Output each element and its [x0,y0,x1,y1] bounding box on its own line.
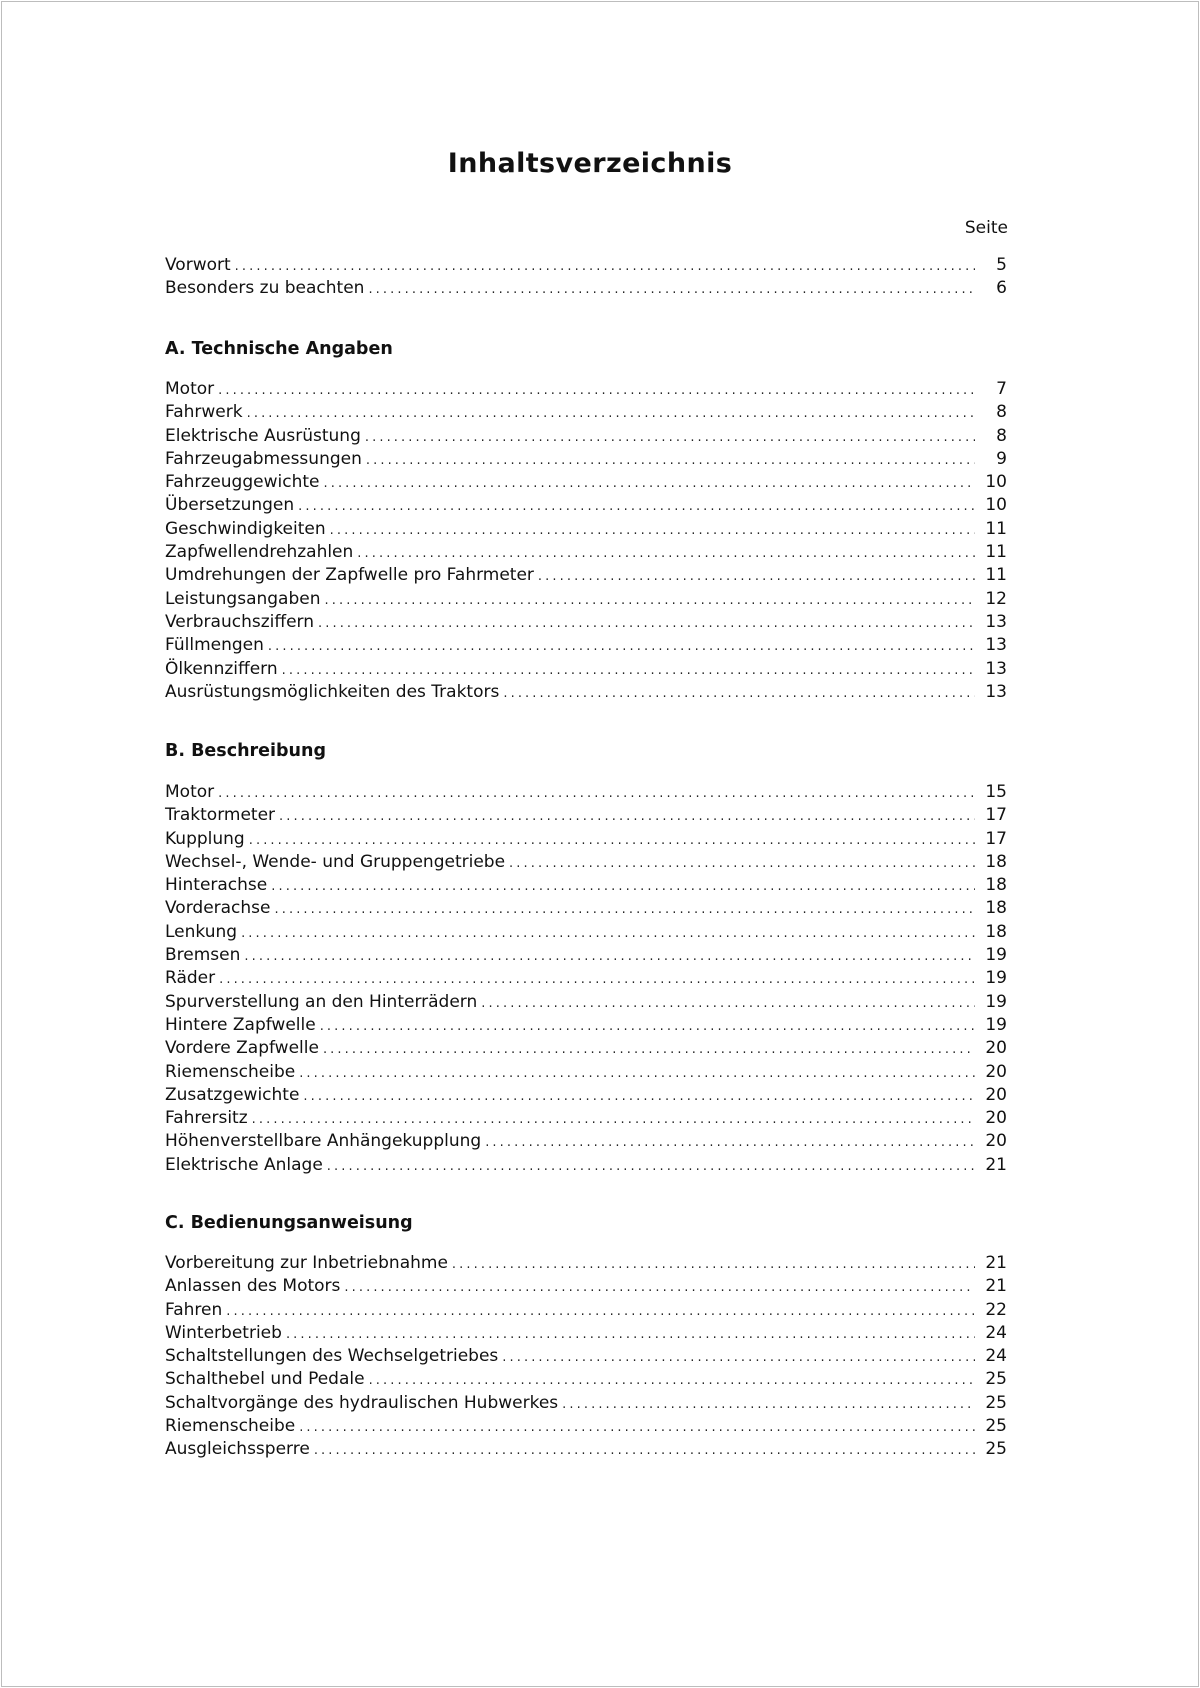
page-column-header: Seite [964,218,1008,238]
toc-entry-label: Fahrzeuggewichte [165,472,320,493]
dot-leader [219,968,975,991]
toc-entry-page: 13 [985,635,1007,656]
toc-entry-page: 8 [996,425,1007,446]
toc-entry [165,1275,1007,1298]
toc-entry [165,254,1007,277]
toc-entry-label: Elektrische Ausrüstung [165,425,361,446]
dot-leader [320,1015,975,1038]
toc-entry-page: 17 [985,805,1007,826]
dot-leader [241,922,975,945]
toc-entry-page: 21 [985,1154,1007,1175]
toc-entry-label: Hinterachse [165,875,268,896]
toc-entry-label: Besonders zu beachten [165,278,365,299]
toc-entry-label: Ölkennziffern [165,658,278,679]
toc-entry-page: 15 [985,782,1007,802]
dot-leader [298,495,975,518]
toc-entry [165,541,1007,564]
toc-entry [165,1438,1007,1461]
toc-entry-label: Hintere Zapfwelle [165,1014,316,1035]
toc-entry [165,1107,1007,1130]
toc-entry-label: Geschwindigkeiten [165,518,326,539]
toc-intro-list [165,254,1007,301]
dot-leader [279,805,975,828]
toc-entry [165,401,1007,424]
toc-entry-label: Vorwort [165,255,231,275]
toc-entry [165,1130,1007,1153]
toc-entry-label: Kupplung [165,828,245,849]
dot-leader [247,402,975,425]
page-title: Inhaltsverzeichnis [447,148,733,179]
dot-leader [218,782,975,805]
dot-leader [282,659,975,682]
toc-entry-label: Verbrauchsziffern [165,611,314,632]
toc-entry-page: 19 [985,991,1007,1012]
toc-entry-label: Füllmengen [165,635,264,656]
toc-entry-label: Schalthebel und Pedale [165,1369,365,1390]
dot-leader [452,1253,975,1276]
toc-entry [165,1299,1007,1322]
toc-entry-label: Traktormeter [165,805,276,826]
toc-entry-page: 10 [985,495,1007,516]
toc-entry-label: Fahrwerk [165,402,243,423]
toc-entry [165,658,1007,681]
toc-entry-label: Elektrische Anlage [165,1154,323,1175]
dot-leader [299,1416,975,1439]
toc-entry-page: 19 [985,1014,1007,1035]
toc-entry-label: Leistungsangaben [165,588,321,609]
toc-entry [165,804,1007,827]
toc-entry-label: Räder [165,968,216,989]
toc-entry [165,1252,1007,1275]
toc-entry-page: 20 [985,1061,1007,1082]
dot-leader [509,852,975,875]
dot-leader [303,1085,975,1108]
toc-entry-page: 18 [985,851,1007,872]
toc-entry-page: 24 [985,1322,1007,1343]
toc-entry-page: 24 [985,1346,1007,1367]
dot-leader [369,1369,975,1392]
toc-entry-page: 20 [985,1131,1007,1152]
toc-entry-label: Bremsen [165,945,241,966]
dot-leader [218,379,975,402]
toc-entry-page: 17 [985,828,1007,849]
toc-entry-label: Riemenscheibe [165,1416,296,1437]
toc-entry-page: 18 [985,921,1007,942]
dot-leader [235,255,975,278]
dot-leader [357,542,975,565]
toc-entry-page: 25 [985,1392,1007,1413]
toc-entry-page: 18 [985,875,1007,896]
toc-entry-page: 18 [985,898,1007,919]
dot-leader [325,589,976,612]
dot-leader [330,519,975,542]
dot-leader [485,1131,975,1154]
toc-entry-label: Schaltvorgänge des hydraulischen Hubwerkes [165,1392,559,1413]
section-b-heading: B. Beschreibung [165,741,327,761]
dot-leader [299,1062,975,1085]
toc-entry-page: 20 [985,1038,1007,1059]
toc-entry-page: 13 [985,611,1007,632]
toc-entry [165,1415,1007,1438]
dot-leader [252,1108,975,1131]
toc-entry-label: Höhenverstellbare Anhängekupplung [165,1131,482,1152]
toc-entry-page: 9 [996,448,1007,469]
toc-entry [165,564,1007,587]
toc-entry [165,588,1007,611]
toc-entry-page: 7 [996,379,1007,399]
toc-entry [165,967,1007,990]
toc-entry-label: Fahrzeugabmessungen [165,448,362,469]
toc-entry-label: Fahrersitz [165,1108,248,1129]
toc-entry-page: 25 [985,1416,1007,1437]
dot-leader [366,449,975,472]
toc-entry-page: 25 [985,1439,1007,1460]
toc-entry [165,1154,1007,1177]
toc-entry [165,1392,1007,1415]
dot-leader [314,1439,975,1462]
dot-leader [271,875,975,898]
toc-entry-label: Spurverstellung an den Hinterrädern [165,991,478,1012]
toc-entry [165,448,1007,471]
toc-entry [165,828,1007,851]
toc-entry [165,921,1007,944]
toc-entry [165,1014,1007,1037]
toc-entry-label: Vorderachse [165,898,271,919]
toc-entry-page: 19 [985,945,1007,966]
toc-entry-label: Schaltstellungen des Wechselgetriebes [165,1346,499,1367]
dot-leader [503,682,975,705]
toc-entry [165,277,1007,300]
toc-entry-page: 13 [985,681,1007,702]
section-a-heading: A. Technische Angaben [165,339,393,359]
toc-entry-page: 10 [985,472,1007,493]
toc-entry-page: 19 [985,968,1007,989]
toc-entry-page: 11 [985,518,1007,539]
toc-entry [165,378,1007,401]
toc-entry-page: 11 [985,542,1007,563]
dot-leader [365,426,975,449]
toc-section-c-list [165,1252,1007,1462]
toc-entry [165,1061,1007,1084]
toc-entry-page: 5 [996,255,1007,275]
toc-entry [165,1345,1007,1368]
toc-entry [165,1084,1007,1107]
dot-leader [286,1323,975,1346]
toc-entry-label: Vordere Zapfwelle [165,1038,319,1059]
toc-entry [165,781,1007,804]
toc-entry [165,874,1007,897]
toc-entry [165,944,1007,967]
toc-entry-page: 22 [985,1299,1007,1320]
dot-leader [368,278,975,301]
dot-leader [562,1393,975,1416]
dot-leader [344,1276,975,1299]
toc-entry-label: Riemenscheibe [165,1061,296,1082]
toc-entry-page: 12 [985,588,1007,609]
toc-entry-page: 20 [985,1108,1007,1129]
toc-section-b-list [165,781,1007,1177]
dot-leader [318,612,975,635]
toc-entry-label: Motor [165,782,215,802]
dot-leader [275,898,976,921]
section-c-heading: C. Bedienungsanweisung [165,1213,413,1233]
toc-entry [165,851,1007,874]
toc-entry [165,1322,1007,1345]
toc-entry [165,611,1007,634]
dot-leader [323,1038,975,1061]
toc-entry-label: Zapfwellendrehzahlen [165,542,354,563]
toc-entry-label: Winterbetrieb [165,1322,282,1343]
toc-entry-label: Vorbereitung zur Inbetriebnahme [165,1253,448,1273]
toc-entry-label: Motor [165,379,215,399]
toc-entry [165,425,1007,448]
toc-entry-label: Umdrehungen der Zapfwelle pro Fahrmeter [165,565,534,586]
toc-section-a-list [165,378,1007,704]
toc-entry [165,681,1007,704]
toc-entry-page: 11 [985,565,1007,586]
dot-leader [327,1155,975,1178]
dot-leader [249,829,975,852]
toc-entry-page: 13 [985,658,1007,679]
toc-entry [165,471,1007,494]
toc-entry-label: Übersetzungen [165,495,295,516]
dot-leader [244,945,975,968]
toc-entry-label: Ausgleichssperre [165,1439,310,1460]
toc-entry [165,1368,1007,1391]
toc-entry-page: 21 [985,1276,1007,1297]
toc-entry-label: Ausrüstungsmöglichkeiten des Traktors [165,681,500,702]
dot-leader [268,635,975,658]
dot-leader [538,565,975,588]
dot-leader [226,1300,975,1323]
dot-leader [502,1346,975,1369]
dot-leader [481,992,975,1015]
toc-entry-label: Wechsel-, Wende- und Gruppengetriebe [165,851,506,872]
toc-entry [165,897,1007,920]
toc-entry-page: 8 [996,402,1007,423]
dot-leader [323,472,975,495]
toc-entry-page: 6 [996,278,1007,299]
toc-entry [165,518,1007,541]
toc-entry [165,494,1007,517]
toc-entry-label: Zusatzgewichte [165,1084,300,1105]
toc-entry-label: Anlassen des Motors [165,1276,341,1297]
toc-entry-page: 25 [985,1369,1007,1390]
toc-entry-label: Fahren [165,1299,223,1320]
toc-entry [165,1037,1007,1060]
toc-entry [165,991,1007,1014]
toc-entry-label: Lenkung [165,921,238,942]
toc-entry-page: 21 [985,1253,1007,1273]
toc-entry [165,634,1007,657]
toc-entry-page: 20 [985,1084,1007,1105]
